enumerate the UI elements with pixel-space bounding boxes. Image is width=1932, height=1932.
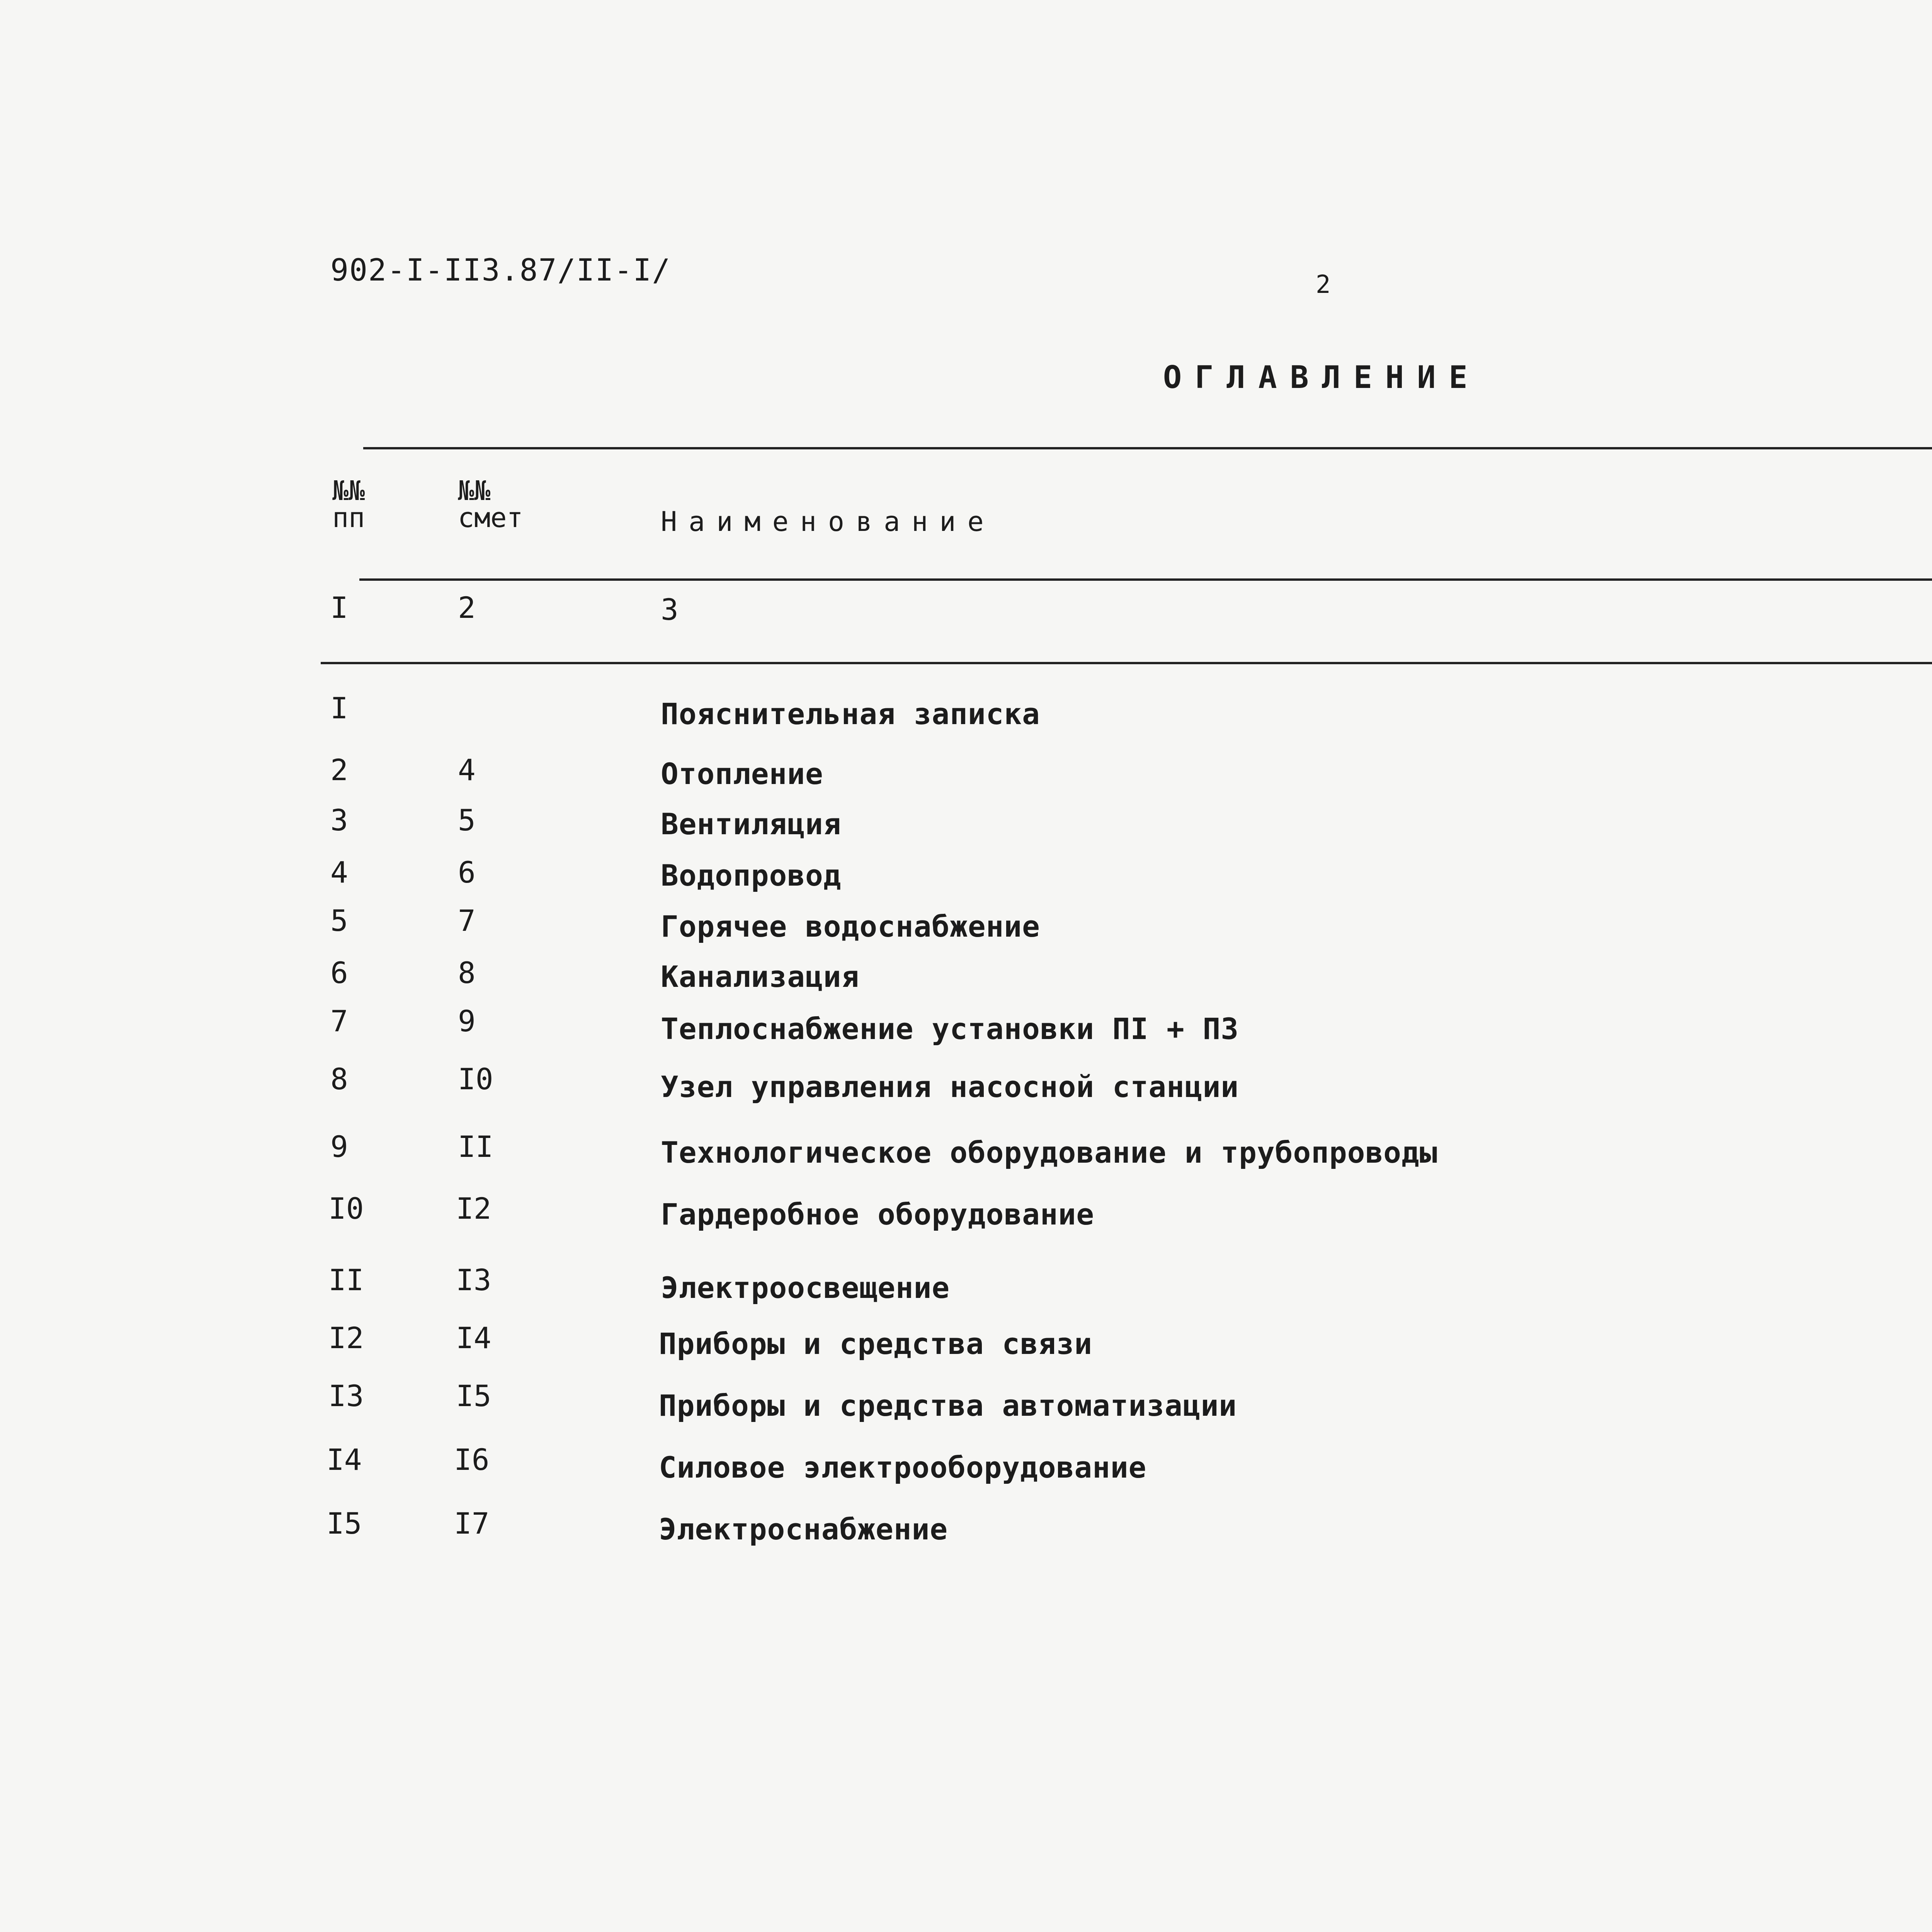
column-number-3: 3 [661, 592, 679, 627]
table-top-rule [363, 447, 1932, 449]
row-number: II [328, 1263, 364, 1297]
col-number-header [332, 475, 365, 534]
col-estimate-header-line2: смет [458, 502, 523, 534]
row-number: 6 [330, 956, 348, 990]
page-title: ОГЛАВЛЕНИЕ [1163, 359, 1481, 395]
row-number: I3 [328, 1379, 364, 1413]
row-estimate: I2 [456, 1191, 492, 1226]
header-bottom-rule [359, 578, 1932, 581]
row-number: I [330, 691, 348, 725]
row-number: 7 [330, 1004, 348, 1038]
page-number: 2 [1316, 270, 1331, 299]
column-number-1: I [330, 590, 348, 625]
row-name: Приборы и средства связи [659, 1327, 1093, 1361]
row-number: 5 [330, 903, 348, 938]
row-name: Силовое электрооборудование [659, 1450, 1147, 1485]
row-estimate: I3 [456, 1263, 492, 1297]
row-name: Гардеробное оборудование [661, 1197, 1095, 1231]
col-number-header-line1: №№ [332, 475, 365, 507]
row-estimate: I6 [454, 1442, 490, 1477]
row-estimate: I7 [454, 1506, 490, 1541]
row-name: Вентиляция [661, 807, 842, 841]
row-name: Отопление [661, 757, 823, 791]
col-estimate-header-line1: №№ [458, 475, 491, 507]
col-name-header: Наименование [661, 506, 995, 537]
row-name: Пояснительная записка [661, 697, 1040, 731]
column-number-2: 2 [458, 590, 476, 625]
row-estimate: 5 [458, 803, 476, 837]
row-name: Электроосвещение [661, 1270, 950, 1305]
row-estimate: I0 [458, 1062, 493, 1096]
row-name: Водопровод [661, 858, 842, 893]
row-name: Приборы и средства автоматизации [659, 1388, 1237, 1423]
row-name: Канализация [661, 959, 860, 994]
row-number: 8 [330, 1062, 348, 1096]
row-number: 4 [330, 855, 348, 889]
numbers-bottom-rule [321, 662, 1932, 664]
row-number: 2 [330, 753, 348, 787]
row-number: I0 [328, 1191, 364, 1226]
col-number-header-line2: пп [332, 502, 365, 534]
row-name: Электроснабжение [659, 1512, 948, 1546]
row-estimate: 9 [458, 1004, 476, 1038]
row-number: 9 [330, 1129, 348, 1164]
row-estimate: 7 [458, 903, 476, 938]
row-number: 3 [330, 803, 348, 837]
row-number: I4 [327, 1442, 362, 1477]
row-estimate: 4 [458, 753, 476, 787]
row-estimate: 6 [458, 855, 476, 889]
row-estimate: I5 [456, 1379, 492, 1413]
row-name: Технологическое оборудование и трубопроводы [661, 1135, 1438, 1170]
row-estimate: II [458, 1129, 493, 1164]
row-estimate: 8 [458, 956, 476, 990]
row-number: I5 [327, 1506, 362, 1541]
col-estimate-header [458, 475, 523, 534]
row-estimate: I4 [456, 1321, 492, 1355]
row-name: Горячее водоснабжение [661, 909, 1040, 944]
document-code: 902-I-II3.87/II-I/ [330, 253, 671, 288]
row-name: Узел управления насосной станции [661, 1070, 1239, 1104]
row-number: I2 [328, 1321, 364, 1355]
row-name: Теплоснабжение установки ПI + П3 [661, 1012, 1239, 1046]
